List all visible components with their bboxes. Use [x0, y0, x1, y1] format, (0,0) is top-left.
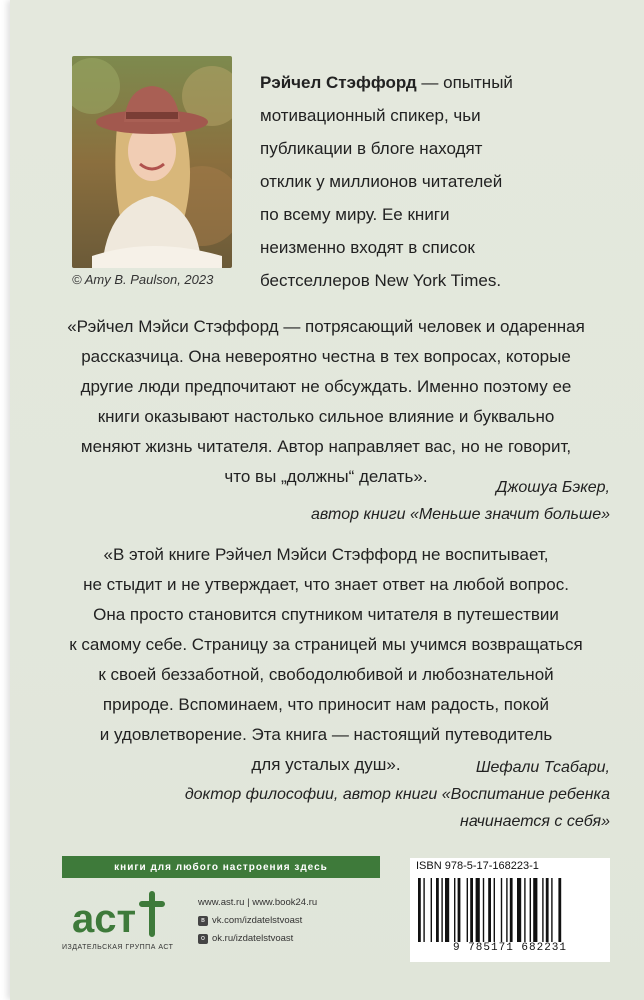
barcode-digits: 9 785171 682231 [452, 942, 568, 954]
logo-text: аст [72, 897, 137, 941]
link-text: www.ast.ru | www.book24.ru [198, 897, 318, 908]
attribution-line: Шефали Тсабари, [475, 759, 610, 776]
review-quote-2 [38, 540, 614, 780]
vk-icon: в [198, 916, 208, 926]
publisher-links [198, 894, 398, 948]
link-ok[interactable] [198, 930, 398, 948]
quote-line: к своей беззаботной, свободолюбивой и любознательной [98, 665, 554, 684]
bio-line: по всему миру. Ее книги [260, 205, 450, 224]
review-attribution-1 [90, 474, 610, 528]
quote-line: к самому себе. Страницу за страницей мы учимся возвращаться [69, 635, 583, 654]
link-text: ok.ru/izdatelstvoast [212, 933, 294, 944]
bio-line: публикации в блоге находят [260, 139, 483, 158]
attribution-line: Джошуа Бэкер, [496, 479, 610, 496]
attribution-line: автор книги «Меньше значит больше» [310, 506, 610, 523]
bio-line: мотивационный спикер, чьи [260, 106, 481, 125]
attribution-line: начинается с себя» [460, 813, 610, 830]
quote-line: что вы „должны“ делать». [224, 467, 428, 486]
author-photo [72, 56, 232, 268]
link-text: vk.com/izdatelstvoast [212, 915, 303, 926]
quote-line: другие люди предпочитают не обсуждать. Именно поэтому ее [80, 377, 572, 396]
author-name: Рэйчел Стэффорд [260, 73, 417, 92]
attribution-line: доктор философии, автор книги «Воспитание ребенка [184, 786, 610, 803]
quote-line: рассказчица. Она невероятно честна в тех вопросах, которые [81, 347, 571, 366]
review-attribution-2 [90, 754, 610, 835]
author-bio [260, 66, 600, 297]
link-vk[interactable] [198, 912, 398, 930]
bio-line: отклик у миллионов читателей [260, 172, 503, 191]
ok-icon: о [198, 934, 208, 944]
photo-credit: © Amy B. Paulson, 2023 [72, 272, 214, 287]
bio-line: Рэйчел Стэффорд — опытный [260, 73, 513, 92]
quote-line: книги оказывают настолько сильное влияние и буквально [97, 407, 555, 426]
review-quote-1 [38, 312, 614, 492]
slogan-banner: книги для любого настроения здесь [62, 856, 380, 878]
bio-line: бестселлеров New York Times. [260, 271, 502, 290]
quote-line: Она просто становится спутником читателя в путешествии [93, 605, 559, 624]
author-block [72, 56, 612, 296]
bio-line: неизменно входят в список [260, 238, 475, 257]
quote-line: не стыдит и не утверждает, что знает ответ на любой вопрос. [83, 575, 569, 594]
link-web[interactable] [198, 894, 398, 912]
quote-line: меняют жизнь читателя. Автор направляет вас, но не говорит, [80, 437, 572, 456]
isbn-block [410, 858, 610, 962]
quote-line: природе. Вспоминаем, что приносит нам радость, покой [102, 695, 550, 714]
quote-line: «В этой книге Рэйчел Мэйси Стэффорд не воспитывает, [103, 545, 549, 564]
barcode [418, 878, 602, 942]
quote-line: «Рэйчел Мэйси Стэффорд — потрясающий человек и одаренная [67, 317, 585, 336]
quote-line: для усталых душ». [251, 755, 401, 774]
isbn-number: ISBN 978-5-17-168223-1 [416, 860, 539, 872]
book-back-cover [10, 0, 644, 1000]
quote-line: и удовлетворение. Эта книга — настоящий путеводитель [99, 725, 553, 744]
publisher-name: ИЗДАТЕЛЬСКАЯ ГРУППА АСТ [62, 944, 174, 951]
